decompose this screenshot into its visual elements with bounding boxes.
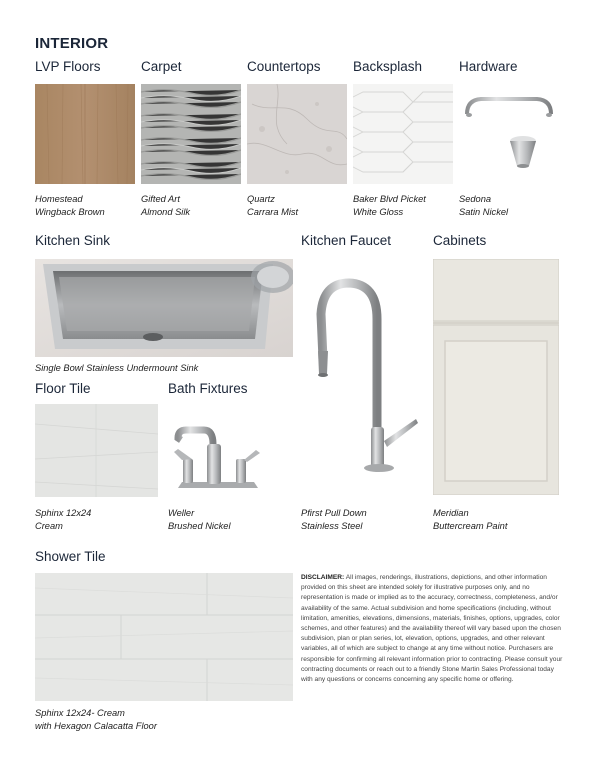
caption-line: Cream [35,521,63,531]
lvp-floor-caption [35,193,105,219]
disclaimer-text: All images, renderings, illustrations, depictions, and other information provided on this sheet are intended solely for illustrative purposes only, and no representation is made or implied as to the accuracy, correctness, completeness, and/or availability of the same. Actual subdivision and home specifications (including, without limitation, amenities, elevations, dimensions, materials, finishes, options, upgrades, color schemes, and other features) and the availability thereof will vary based upon the chosen subdivision, plan or plan series, lot, elevation, options, upgrades, and other relevant variables, all of which are subject to change at any time without notice. Purchasers are responsible for confirming all relevant information prior to contracting. Please consult your contracting documents or reach out to a friendly Stone Martin Sales Professional today with any questions or concerns concerning any specific home or offering. [301,574,563,684]
kitchen-sink-caption [35,362,198,375]
carpet-heading: Carpet [141,59,182,74]
caption-line: Sedona [459,194,492,204]
kitchen-faucet-heading: Kitchen Faucet [301,233,392,248]
backsplash-swatch [353,84,453,184]
caption-line: Quartz [247,194,275,204]
caption-line: White Gloss [353,207,404,217]
caption-line: Baker Blvd Picket [353,194,426,204]
carpet-swatch [141,84,241,184]
hardware-swatch [459,84,559,184]
caption-line: Sphinx 12x24- Cream [35,708,125,718]
caption-line: Meridian [433,508,469,518]
floor-tile-swatch [35,404,158,497]
caption-line: Pfirst Pull Down [301,508,367,518]
kitchen-sink-heading: Kitchen Sink [35,233,111,248]
page-title: INTERIOR [35,35,109,52]
cabinet-caption [433,507,507,533]
caption-line: Sphinx 12x24 [35,508,92,518]
countertop-caption [247,193,298,219]
shower-tile-caption [35,707,157,733]
caption-line: Satin Nickel [459,207,509,217]
cabinets-heading: Cabinets [433,233,487,248]
lvp-floors-heading: LVP Floors [35,59,101,74]
kitchen-faucet-swatch [301,259,427,499]
caption-line: Weller [168,508,195,518]
floor-tile-caption [35,507,91,533]
caption-line: Single Bowl Stainless Undermount Sink [35,363,199,373]
caption-line: Carrara Mist [247,207,299,217]
lvp-floor-swatch [35,84,135,184]
bath-fixtures-heading: Bath Fixtures [168,381,248,396]
caption-line: Buttercream Paint [433,521,508,531]
kitchen-sink-swatch [35,259,293,357]
caption-line: Gifted Art [141,194,180,204]
hardware-heading: Hardware [459,59,518,74]
caption-line: Stainless Steel [301,521,363,531]
floor-tile-heading: Floor Tile [35,381,91,396]
caption-line: with Hexagon Calacatta Floor [35,721,157,731]
caption-line: Brushed Nickel [168,521,231,531]
caption-line: Wingback Brown [35,207,105,217]
disclaimer [301,573,563,685]
backsplash-heading: Backsplash [353,59,423,74]
backsplash-caption [353,193,426,219]
shower-tile-heading: Shower Tile [35,549,106,564]
countertop-swatch [247,84,347,184]
bath-fixture-caption [168,507,231,533]
kitchen-faucet-caption [301,507,367,533]
caption-line: Almond Silk [141,207,191,217]
carpet-caption [141,193,190,219]
shower-tile-swatch [35,573,293,701]
countertops-heading: Countertops [247,59,321,74]
disclaimer-label: DISCLAIMER: [301,574,345,581]
hardware-caption [459,193,508,219]
caption-line: Homestead [35,194,83,204]
cabinet-swatch [433,259,559,495]
bath-fixture-swatch [168,404,268,497]
